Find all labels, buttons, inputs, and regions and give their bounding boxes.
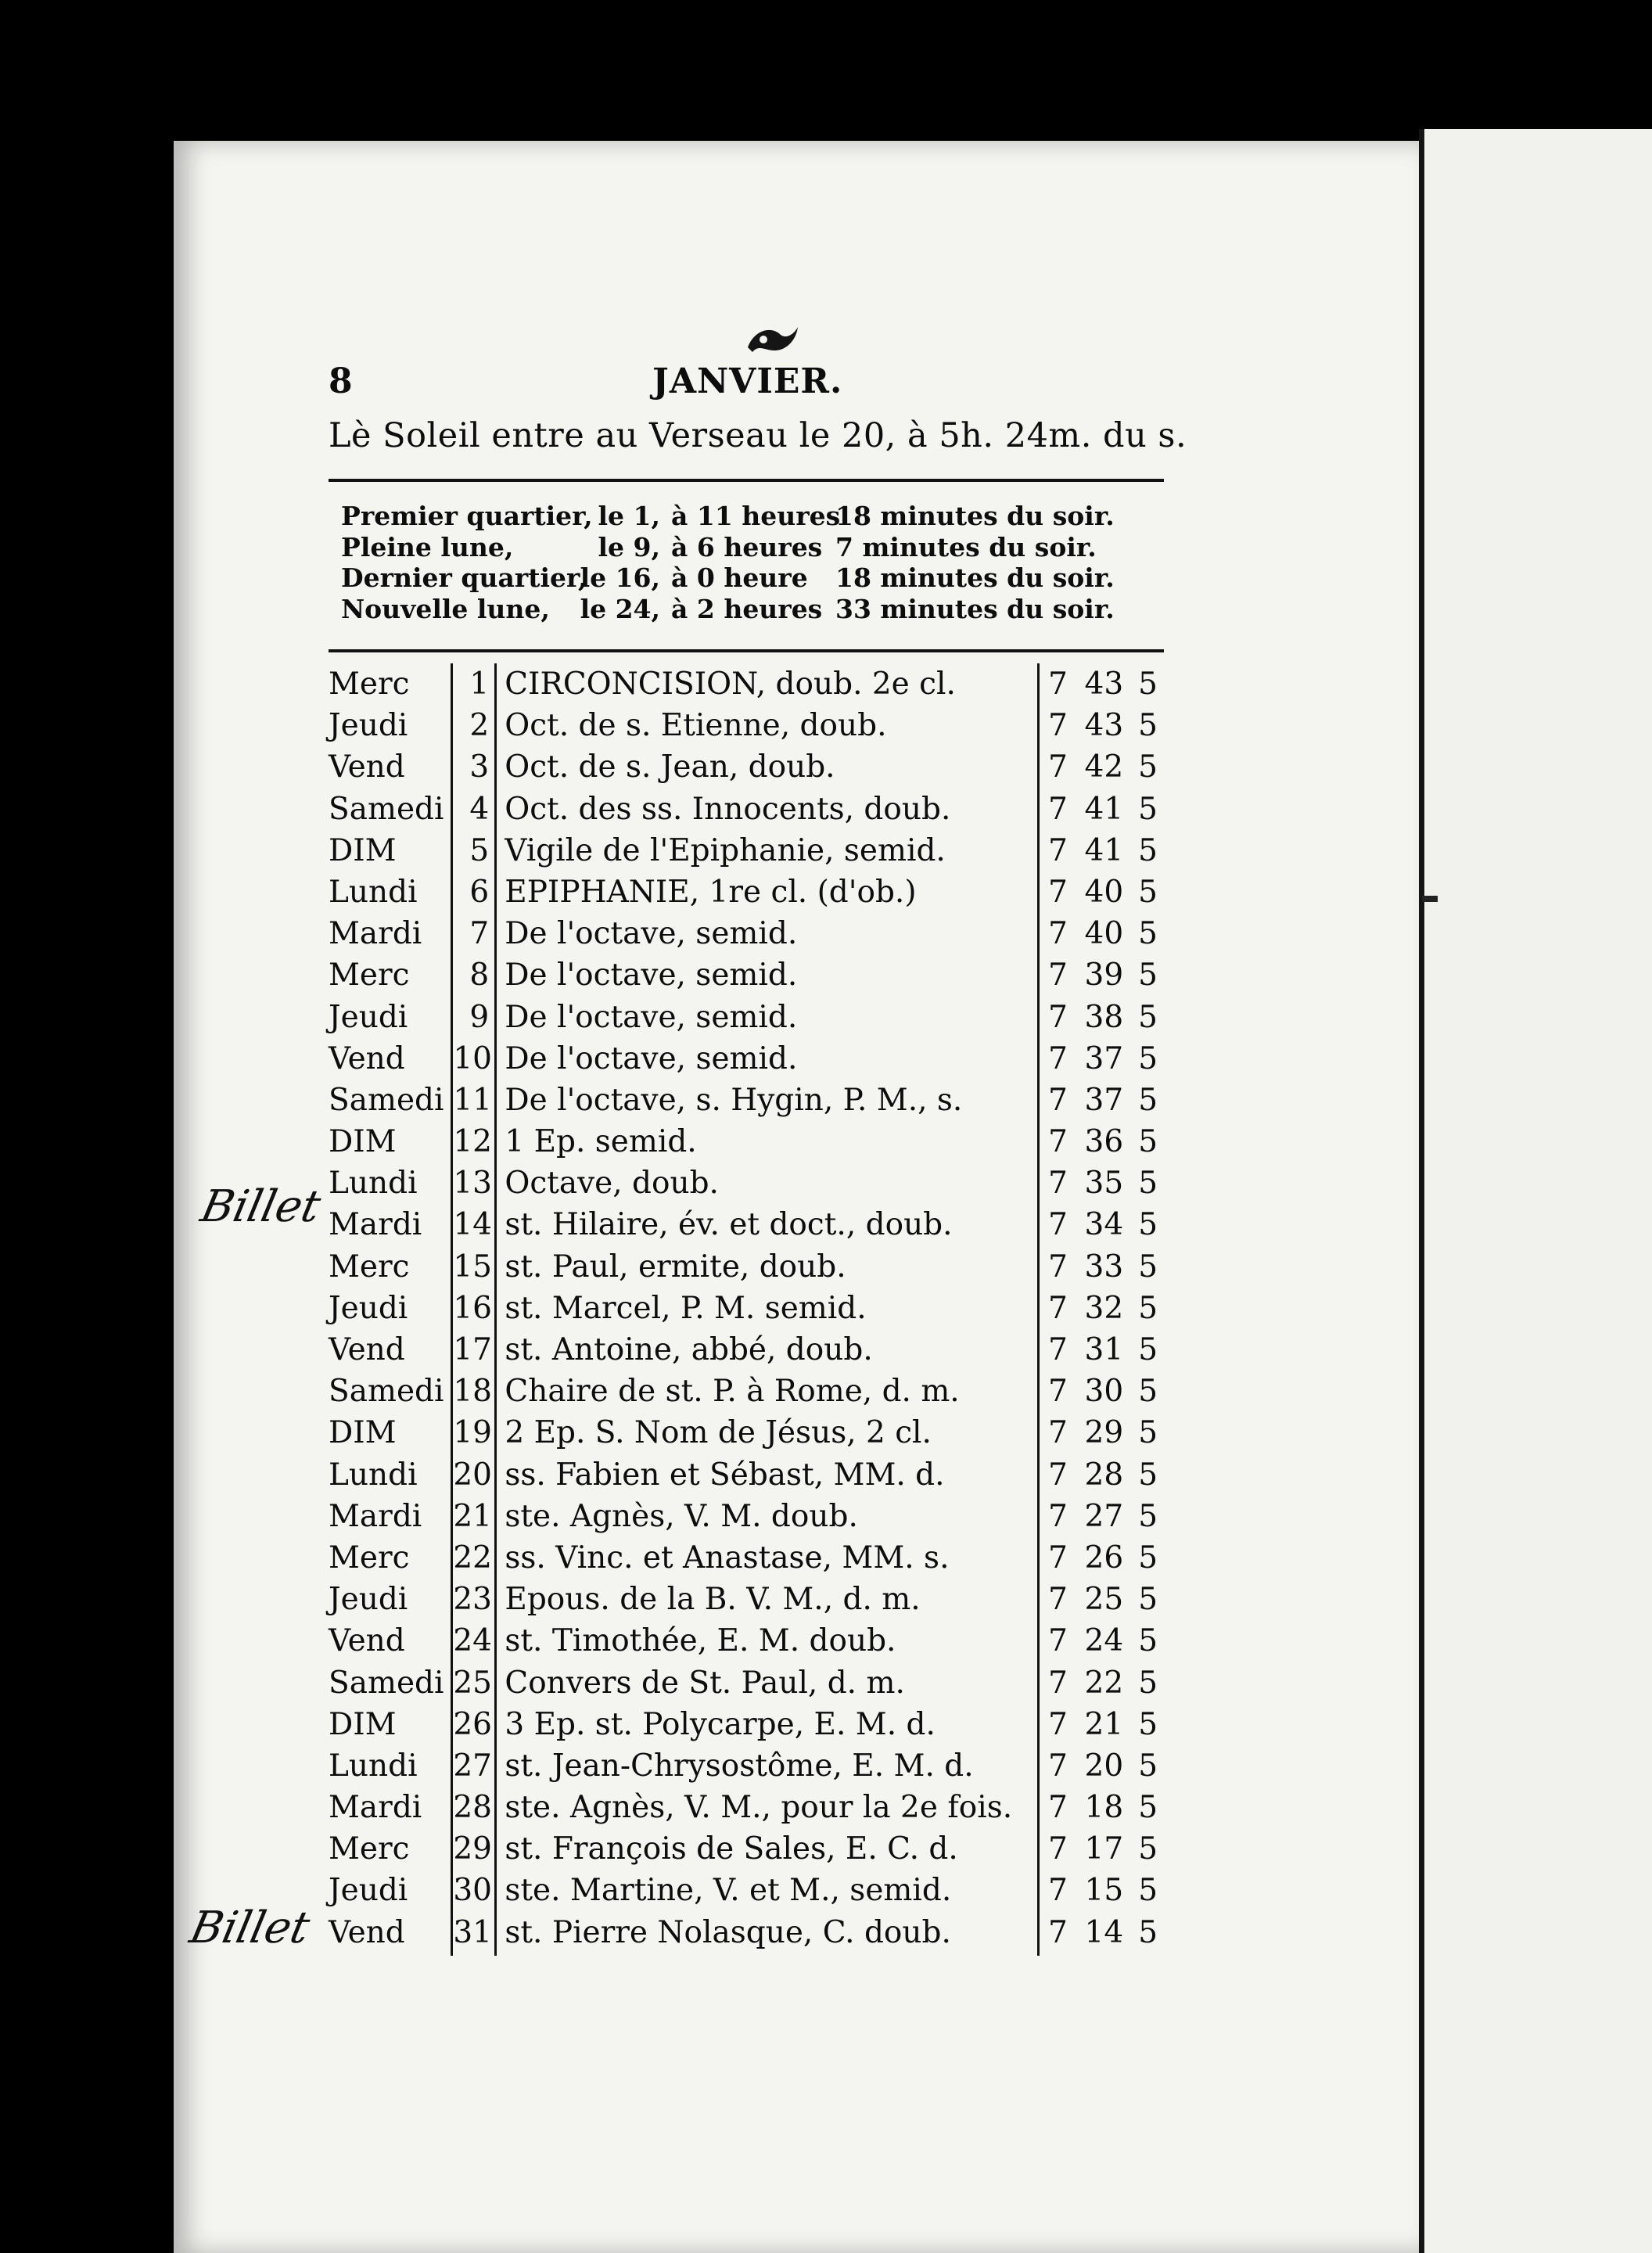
moon-phase-hour: à 6 heures [671, 531, 823, 562]
sunrise-hour-cell: 7 [1048, 1040, 1068, 1076]
day-number-cell: 22 [453, 1540, 492, 1576]
calendar-row [329, 1828, 1158, 1870]
sunrise-minute-cell: 38 [1084, 999, 1124, 1035]
day-number-cell: 11 [453, 1082, 492, 1118]
day-number-cell: 14 [453, 1207, 492, 1243]
sunrise-minute-cell: 37 [1084, 1082, 1124, 1118]
calendar-row [329, 1329, 1158, 1371]
weekday-cell: Samedi [329, 1374, 444, 1410]
sunrise-hour-cell: 7 [1048, 1249, 1068, 1285]
feast-cell: Convers de St. Paul, d. m. [505, 1665, 905, 1701]
calendar-row [329, 1912, 1158, 1953]
weekday-cell: Lundi [329, 1748, 418, 1784]
calendar-row [329, 1412, 1158, 1453]
sunrise-hour-cell: 7 [1048, 832, 1068, 868]
sunrise-hour-cell: 7 [1048, 1540, 1068, 1576]
moon-phases-rule [329, 649, 1164, 652]
sunset-hour-cell: 5 [1138, 667, 1158, 702]
weekday-cell: Mardi [329, 916, 422, 952]
sunrise-minute-cell: 32 [1084, 1290, 1124, 1326]
day-number-cell: 13 [453, 1166, 492, 1202]
moon-phase-day: le 16, [580, 562, 660, 593]
sunrise-hour-cell: 7 [1048, 791, 1068, 827]
sunrise-hour-cell: 7 [1048, 708, 1068, 744]
day-number-cell: 2 [469, 708, 490, 744]
sunrise-hour-cell: 7 [1048, 999, 1068, 1035]
sunrise-hour-cell: 7 [1048, 1706, 1068, 1742]
calendar-row [329, 1579, 1158, 1620]
sunrise-minute-cell: 39 [1084, 958, 1124, 994]
sunrise-hour-cell: 7 [1048, 1332, 1068, 1367]
feast-cell: ste. Martine, V. et M., semid. [505, 1873, 952, 1909]
sunrise-minute-cell: 15 [1084, 1873, 1124, 1909]
sunrise-minute-cell: 21 [1084, 1706, 1124, 1742]
sunset-hour-cell: 5 [1138, 1290, 1158, 1326]
feast-cell: CIRCONCISION, doub. 2e cl. [505, 667, 956, 702]
sunset-hour-cell: 5 [1138, 958, 1158, 994]
weekday-cell: DIM [329, 1415, 397, 1451]
day-number-cell: 30 [453, 1873, 492, 1909]
sunrise-minute-cell: 20 [1084, 1748, 1124, 1784]
weekday-cell: Merc [329, 1831, 410, 1867]
feast-cell: 3 Ep. st. Polycarpe, E. M. d. [505, 1706, 936, 1742]
sunset-hour-cell: 5 [1138, 999, 1158, 1035]
moon-phase-minutes: 7 minutes du soir. [835, 531, 1097, 562]
sunrise-minute-cell: 26 [1084, 1540, 1124, 1576]
feast-cell: st. Pierre Nolasque, C. doub. [505, 1914, 951, 1950]
day-number-cell: 26 [453, 1706, 492, 1742]
moon-phases-block [341, 501, 1170, 624]
weekday-cell: Vend [329, 749, 405, 785]
day-number-cell: 27 [453, 1748, 492, 1784]
day-number-cell: 6 [469, 874, 490, 910]
sunrise-minute-cell: 14 [1084, 1914, 1124, 1950]
feast-cell: Chaire de st. P. à Rome, d. m. [505, 1374, 960, 1410]
sunrise-minute-cell: 43 [1084, 667, 1124, 702]
day-number-cell: 29 [453, 1831, 492, 1867]
day-number-cell: 28 [453, 1790, 492, 1826]
sunrise-hour-cell: 7 [1048, 1498, 1068, 1534]
moon-phase-name: Dernier quartier, [341, 562, 587, 593]
sunrise-hour-cell: 7 [1048, 667, 1068, 702]
moon-phase-hour: à 0 heure [671, 562, 808, 593]
calendar-row [329, 830, 1158, 871]
sunrise-hour-cell: 7 [1048, 1914, 1068, 1950]
day-number-cell: 7 [469, 916, 490, 952]
feast-cell: st. Jean-Chrysostôme, E. M. d. [505, 1748, 974, 1784]
sunrise-hour-cell: 7 [1048, 749, 1068, 785]
calendar-row [329, 1662, 1158, 1704]
weekday-cell: Lundi [329, 1166, 418, 1202]
month-title: JANVIER. [652, 361, 843, 401]
sunrise-minute-cell: 40 [1084, 916, 1124, 952]
day-number-cell: 25 [453, 1665, 492, 1701]
day-number-cell: 9 [469, 999, 490, 1035]
feast-cell: EPIPHANIE, 1re cl. (d'ob.) [505, 874, 917, 910]
weekday-cell: Vend [329, 1914, 405, 1950]
sunset-hour-cell: 5 [1138, 1540, 1158, 1576]
feast-cell: st. Marcel, P. M. semid. [505, 1290, 867, 1326]
header-rule [329, 479, 1164, 482]
sunrise-minute-cell: 29 [1084, 1415, 1124, 1451]
calendar-row [329, 954, 1158, 996]
day-number-cell: 24 [453, 1623, 492, 1659]
day-number-cell: 1 [469, 667, 490, 702]
feast-cell: ste. Agnès, V. M. doub. [505, 1498, 858, 1534]
day-number-cell: 23 [453, 1582, 492, 1618]
sunset-hour-cell: 5 [1138, 1332, 1158, 1367]
sunrise-minute-cell: 28 [1084, 1457, 1124, 1493]
printer-ornament-icon [740, 316, 803, 363]
sunrise-minute-cell: 34 [1084, 1207, 1124, 1243]
feast-cell: st. Paul, ermite, doub. [505, 1249, 846, 1285]
moon-phase-minutes: 18 minutes du soir. [835, 501, 1115, 531]
weekday-cell: Lundi [329, 874, 418, 910]
sunset-hour-cell: 5 [1138, 1040, 1158, 1076]
right-page [1419, 129, 1652, 2253]
sunset-hour-cell: 5 [1138, 1790, 1158, 1826]
sunset-hour-cell: 5 [1138, 1374, 1158, 1410]
calendar-row [329, 1620, 1158, 1662]
weekday-cell: DIM [329, 832, 397, 868]
sunrise-hour-cell: 7 [1048, 1790, 1068, 1826]
sunrise-hour-cell: 7 [1048, 1166, 1068, 1202]
day-number-cell: 12 [453, 1124, 492, 1160]
calendar-row [329, 871, 1158, 913]
calendar-row [329, 913, 1158, 954]
sun-entry-note: Lè Soleil entre au Verseau le 20, à 5h. 24m. du s. [329, 416, 1187, 455]
handwritten-note: Billet [196, 1181, 325, 1232]
sunrise-minute-cell: 41 [1084, 832, 1124, 868]
sunrise-hour-cell: 7 [1048, 1457, 1068, 1493]
sunrise-hour-cell: 7 [1048, 1582, 1068, 1618]
moon-phase-hour: à 11 heures [671, 501, 841, 531]
weekday-cell: Merc [329, 958, 410, 994]
sunrise-minute-cell: 30 [1084, 1374, 1124, 1410]
sunrise-minute-cell: 24 [1084, 1623, 1124, 1659]
moon-phase-row [341, 562, 1170, 594]
feast-cell: st. Timothée, E. M. doub. [505, 1623, 896, 1659]
sunset-hour-cell: 5 [1138, 1498, 1158, 1534]
sunrise-hour-cell: 7 [1048, 1665, 1068, 1701]
day-number-cell: 18 [453, 1374, 492, 1410]
moon-phase-minutes: 33 minutes du soir. [835, 593, 1115, 624]
moon-phase-row [341, 501, 1170, 532]
sunset-hour-cell: 5 [1138, 1207, 1158, 1243]
sunset-hour-cell: 5 [1138, 1914, 1158, 1950]
weekday-cell: Samedi [329, 1082, 444, 1118]
sunrise-minute-cell: 31 [1084, 1332, 1124, 1367]
moon-phase-name: Nouvelle lune, [341, 593, 550, 624]
weekday-cell: Jeudi [329, 1290, 408, 1326]
feast-cell: st. François de Sales, E. C. d. [505, 1831, 958, 1867]
calendar-row [329, 1080, 1158, 1121]
sunrise-minute-cell: 18 [1084, 1790, 1124, 1826]
calendar-row [329, 789, 1158, 830]
moon-phase-day: le 24, [580, 593, 660, 624]
sunset-hour-cell: 5 [1138, 1166, 1158, 1202]
weekday-cell: Vend [329, 1623, 405, 1659]
sunset-hour-cell: 5 [1138, 1457, 1158, 1493]
calendar-row [329, 1537, 1158, 1579]
sunset-hour-cell: 5 [1138, 1249, 1158, 1285]
weekday-cell: Mardi [329, 1207, 422, 1243]
sunrise-hour-cell: 7 [1048, 958, 1068, 994]
sunset-hour-cell: 5 [1138, 1623, 1158, 1659]
feast-cell: De l'octave, semid. [505, 999, 798, 1035]
calendar-row [329, 1204, 1158, 1245]
feast-cell: Oct. de s. Jean, doub. [505, 749, 835, 785]
sunset-hour-cell: 5 [1138, 832, 1158, 868]
feast-cell: ss. Fabien et Sébast, MM. d. [505, 1457, 945, 1493]
sunset-hour-cell: 5 [1138, 791, 1158, 827]
day-number-cell: 3 [469, 749, 490, 785]
weekday-cell: Samedi [329, 1665, 444, 1701]
calendar-row [329, 705, 1158, 746]
calendar-table [329, 663, 1158, 1953]
feast-cell: De l'octave, semid. [505, 1040, 798, 1076]
weekday-cell: Jeudi [329, 1582, 408, 1618]
day-number-cell: 31 [453, 1914, 492, 1950]
page-edge-mark [1422, 896, 1438, 902]
feast-cell: Epous. de la B. V. M., d. m. [505, 1582, 921, 1618]
day-number-cell: 5 [469, 832, 490, 868]
calendar-row [329, 1038, 1158, 1080]
moon-phase-name: Premier quartier, [341, 501, 593, 531]
calendar-row [329, 1162, 1158, 1204]
feast-cell: Vigile de l'Epiphanie, semid. [505, 832, 946, 868]
sunrise-minute-cell: 22 [1084, 1665, 1124, 1701]
day-number-cell: 8 [469, 958, 490, 994]
sunset-hour-cell: 5 [1138, 1706, 1158, 1742]
sunrise-hour-cell: 7 [1048, 1831, 1068, 1867]
sunrise-minute-cell: 43 [1084, 708, 1124, 744]
weekday-cell: Jeudi [329, 708, 408, 744]
weekday-cell: Jeudi [329, 1873, 408, 1909]
moon-phase-row [341, 532, 1170, 563]
feast-cell: st. Antoine, abbé, doub. [505, 1332, 873, 1367]
sunrise-minute-cell: 37 [1084, 1040, 1124, 1076]
sunset-hour-cell: 5 [1138, 1582, 1158, 1618]
sunrise-hour-cell: 7 [1048, 1207, 1068, 1243]
sunrise-hour-cell: 7 [1048, 1124, 1068, 1160]
sunrise-hour-cell: 7 [1048, 1374, 1068, 1410]
day-number-cell: 16 [453, 1290, 492, 1326]
weekday-cell: Mardi [329, 1790, 422, 1826]
sunrise-hour-cell: 7 [1048, 1082, 1068, 1118]
sunset-hour-cell: 5 [1138, 1873, 1158, 1909]
weekday-cell: Samedi [329, 791, 444, 827]
page-number: 8 [329, 361, 353, 401]
day-number-cell: 21 [453, 1498, 492, 1534]
sunrise-minute-cell: 36 [1084, 1124, 1124, 1160]
feast-cell: De l'octave, s. Hygin, P. M., s. [505, 1082, 963, 1118]
calendar-row [329, 1246, 1158, 1288]
moon-phase-day: le 1, [598, 501, 660, 531]
weekday-cell: Vend [329, 1332, 405, 1367]
calendar-row [329, 1288, 1158, 1329]
day-number-cell: 4 [469, 791, 490, 827]
weekday-cell: Merc [329, 667, 410, 702]
moon-phase-minutes: 18 minutes du soir. [835, 562, 1115, 593]
day-number-cell: 17 [453, 1332, 492, 1367]
weekday-cell: DIM [329, 1124, 397, 1160]
feast-cell: De l'octave, semid. [505, 958, 798, 994]
sunrise-minute-cell: 35 [1084, 1166, 1124, 1202]
sunrise-minute-cell: 41 [1084, 791, 1124, 827]
weekday-cell: Vend [329, 1040, 405, 1076]
sunset-hour-cell: 5 [1138, 1831, 1158, 1867]
weekday-cell: Merc [329, 1249, 410, 1285]
sunrise-hour-cell: 7 [1048, 1290, 1068, 1326]
calendar-row [329, 746, 1158, 788]
sunset-hour-cell: 5 [1138, 1748, 1158, 1784]
feast-cell: Oct. des ss. Innocents, doub. [505, 791, 951, 827]
calendar-row [329, 1454, 1158, 1496]
sunset-hour-cell: 5 [1138, 1124, 1158, 1160]
handwritten-note: Billet [185, 1903, 314, 1953]
sunrise-hour-cell: 7 [1048, 1873, 1068, 1909]
sunset-hour-cell: 5 [1138, 1415, 1158, 1451]
calendar-row [329, 1745, 1158, 1787]
weekday-cell: Lundi [329, 1457, 418, 1493]
feast-cell: De l'octave, semid. [505, 916, 798, 952]
weekday-cell: Merc [329, 1540, 410, 1576]
sunrise-minute-cell: 33 [1084, 1249, 1124, 1285]
sunset-hour-cell: 5 [1138, 916, 1158, 952]
sunset-hour-cell: 5 [1138, 708, 1158, 744]
calendar-row [329, 997, 1158, 1038]
feast-cell: 2 Ep. S. Nom de Jésus, 2 cl. [505, 1415, 932, 1451]
sunrise-hour-cell: 7 [1048, 874, 1068, 910]
calendar-row [329, 1496, 1158, 1537]
feast-cell: Octave, doub. [505, 1166, 719, 1202]
sunset-hour-cell: 5 [1138, 874, 1158, 910]
day-number-cell: 10 [453, 1040, 492, 1076]
sunrise-hour-cell: 7 [1048, 1623, 1068, 1659]
sunrise-minute-cell: 25 [1084, 1582, 1124, 1618]
calendar-row [329, 1704, 1158, 1745]
calendar-row [329, 1787, 1158, 1828]
moon-phase-name: Pleine lune, [341, 531, 514, 562]
calendar-row [329, 1121, 1158, 1162]
feast-cell: ste. Agnès, V. M., pour la 2e fois. [505, 1790, 1013, 1826]
sunrise-minute-cell: 17 [1084, 1831, 1124, 1867]
sunset-hour-cell: 5 [1138, 749, 1158, 785]
moon-phase-hour: à 2 heures [671, 593, 823, 624]
calendar-row [329, 1371, 1158, 1412]
sunrise-hour-cell: 7 [1048, 1748, 1068, 1784]
day-number-cell: 15 [453, 1249, 492, 1285]
feast-cell: Oct. de s. Etienne, doub. [505, 708, 887, 744]
calendar-row [329, 663, 1158, 705]
weekday-cell: Mardi [329, 1498, 422, 1534]
sunset-hour-cell: 5 [1138, 1082, 1158, 1118]
feast-cell: 1 Ep. semid. [505, 1124, 697, 1160]
sunrise-minute-cell: 40 [1084, 874, 1124, 910]
sunrise-hour-cell: 7 [1048, 1415, 1068, 1451]
moon-phase-day: le 9, [598, 531, 660, 562]
calendar-row [329, 1870, 1158, 1911]
sunrise-minute-cell: 42 [1084, 749, 1124, 785]
sunrise-minute-cell: 27 [1084, 1498, 1124, 1534]
weekday-cell: Jeudi [329, 999, 408, 1035]
feast-cell: st. Hilaire, év. et doct., doub. [505, 1207, 953, 1243]
moon-phase-row [341, 594, 1170, 625]
feast-cell: ss. Vinc. et Anastase, MM. s. [505, 1540, 950, 1576]
day-number-cell: 20 [453, 1457, 492, 1493]
sunset-hour-cell: 5 [1138, 1665, 1158, 1701]
day-number-cell: 19 [453, 1415, 492, 1451]
weekday-cell: DIM [329, 1706, 397, 1742]
sunrise-hour-cell: 7 [1048, 916, 1068, 952]
